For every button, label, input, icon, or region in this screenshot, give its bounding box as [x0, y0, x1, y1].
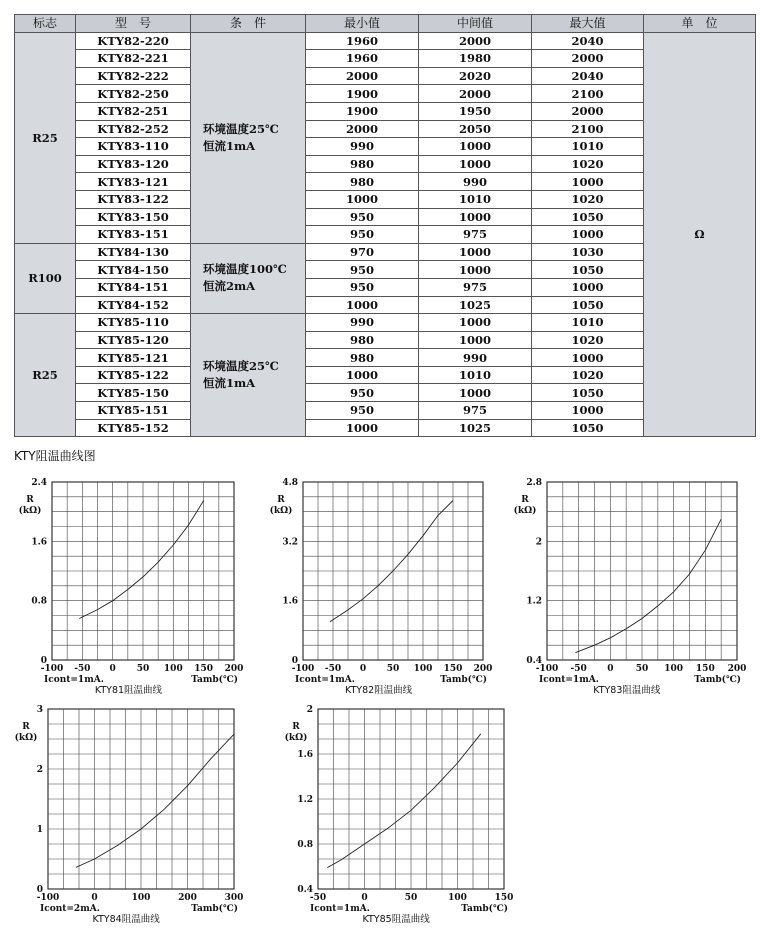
header-symbol: 标志	[15, 15, 76, 33]
x-tick-label: 100	[163, 664, 183, 674]
x-tick-label: 0	[91, 893, 98, 903]
min-cell: 970	[306, 243, 419, 261]
x-tick-label: 50	[386, 664, 400, 674]
model-cell: KTY84-150	[76, 261, 191, 279]
x-tick-label: -50	[309, 893, 327, 903]
max-cell: 2000	[532, 102, 644, 120]
model-cell: KTY82-221	[76, 50, 191, 68]
y-axis-label-line: (kΩ)	[18, 506, 42, 516]
typ-cell: 1000	[419, 384, 532, 402]
model-cell: KTY85-152	[76, 419, 191, 437]
y-axis-label-line: (kΩ)	[14, 733, 38, 743]
x-tick-label: -100	[36, 893, 60, 903]
x-axis-label: Tamb(℃)	[461, 904, 508, 914]
y-tick-label: 0.8	[297, 840, 313, 850]
min-cell: 2000	[306, 120, 419, 138]
table-row	[15, 32, 756, 50]
y-axis-label-line: R	[26, 495, 34, 505]
model-cell: KTY82-220	[76, 32, 191, 50]
header-max: 最大值	[532, 15, 644, 33]
x-axis-label: Tamb(℃)	[440, 675, 487, 685]
max-cell: 1050	[532, 419, 644, 437]
model-cell: KTY85-110	[76, 314, 191, 332]
current-note: Icont=1mA.	[295, 675, 355, 685]
y-tick-label: 0.4	[526, 656, 542, 666]
y-axis-label-line: (kΩ)	[269, 506, 293, 516]
y-tick-label: 1.2	[297, 795, 313, 805]
y-tick-label: 0.4	[297, 885, 313, 895]
typ-cell: 1950	[419, 102, 532, 120]
symbol-cell: R25	[15, 32, 76, 243]
min-cell: 1900	[306, 85, 419, 103]
min-cell: 980	[306, 173, 419, 191]
model-cell: KTY85-121	[76, 349, 191, 367]
x-tick-label: 200	[224, 664, 244, 674]
current-note: Icont=2mA.	[40, 904, 100, 914]
chart-kty83	[500, 470, 760, 705]
x-tick-label: 0	[361, 893, 368, 903]
typ-cell: 975	[419, 226, 532, 244]
max-cell: 1050	[532, 384, 644, 402]
condition-cell	[191, 32, 306, 243]
y-tick-label: 1	[36, 825, 43, 835]
typ-cell: 1000	[419, 155, 532, 173]
condition-line: 恒流1mA	[203, 138, 256, 153]
x-tick-label: 150	[443, 664, 463, 674]
model-cell: KTY83-151	[76, 226, 191, 244]
x-tick-label: -100	[291, 664, 315, 674]
y-tick-label: 2.8	[526, 478, 542, 488]
x-tick-label: -50	[570, 664, 587, 674]
max-cell: 1020	[532, 331, 644, 349]
min-cell: 950	[306, 278, 419, 296]
y-axis-label-line: R	[22, 722, 30, 732]
max-cell: 1020	[532, 190, 644, 208]
min-cell: 950	[306, 226, 419, 244]
chart-title: KTY85阻温曲线	[362, 914, 430, 925]
min-cell: 980	[306, 349, 419, 367]
min-cell: 950	[306, 208, 419, 226]
x-tick-label: 150	[494, 893, 514, 903]
min-cell: 1000	[306, 190, 419, 208]
y-axis-label	[19, 495, 42, 516]
typ-cell: 2020	[419, 67, 532, 85]
max-cell: 1050	[532, 261, 644, 279]
condition-cell	[191, 243, 306, 313]
y-tick-label: 1.6	[282, 596, 298, 607]
x-tick-label: 200	[473, 664, 493, 674]
y-tick-label: 2	[535, 537, 542, 548]
section-title: KTY阻温曲线图	[14, 449, 96, 463]
min-cell: 950	[306, 402, 419, 420]
table-header-row	[15, 15, 756, 33]
typ-cell: 2050	[419, 120, 532, 138]
x-tick-label: -50	[324, 664, 342, 674]
max-cell: 2100	[532, 85, 644, 103]
min-cell: 1960	[306, 50, 419, 68]
model-cell: KTY85-150	[76, 384, 191, 402]
model-cell: KTY85-120	[76, 331, 191, 349]
max-cell: 2100	[532, 120, 644, 138]
x-tick-label: -100	[40, 664, 64, 674]
min-cell: 990	[306, 138, 419, 156]
model-cell: KTY83-121	[76, 173, 191, 191]
max-cell: 1000	[532, 402, 644, 420]
condition-line: 恒流1mA	[203, 376, 256, 391]
chart-title: KTY81阻温曲线	[94, 685, 163, 696]
typ-cell: 1000	[419, 314, 532, 332]
x-axis-label: Tamb(℃)	[191, 904, 238, 914]
x-tick-label: 0	[607, 664, 614, 674]
condition-line: 恒流2mA	[203, 279, 256, 294]
spec-table-body	[15, 32, 756, 437]
typ-cell: 1000	[419, 138, 532, 156]
x-tick-label: 200	[727, 664, 747, 674]
model-cell: KTY84-152	[76, 296, 191, 314]
symbol-cell: R25	[15, 314, 76, 437]
chart-kty81	[0, 470, 260, 705]
y-tick-label: 0	[36, 885, 43, 895]
x-tick-label: 150	[194, 664, 214, 674]
model-cell: KTY85-151	[76, 402, 191, 420]
current-note: Icont=1mA.	[539, 675, 599, 685]
y-tick-label: 2.4	[31, 478, 47, 488]
max-cell: 2000	[532, 50, 644, 68]
x-axis-label: Tamb(℃)	[694, 675, 741, 685]
y-tick-label: 3	[36, 705, 43, 715]
typ-cell: 2000	[419, 85, 532, 103]
typ-cell: 975	[419, 402, 532, 420]
min-cell: 1000	[306, 366, 419, 384]
condition-line: 环境温度100℃	[203, 262, 287, 277]
y-tick-label: 1.6	[297, 750, 313, 760]
max-cell: 1010	[532, 314, 644, 332]
typ-cell: 1010	[419, 366, 532, 384]
max-cell: 1000	[532, 173, 644, 191]
header-condition: 条 件	[191, 15, 306, 33]
y-tick-label: 1.6	[31, 537, 47, 548]
x-tick-label: 150	[695, 664, 715, 674]
chart-title: KTY83阻温曲线	[593, 685, 661, 696]
min-cell: 1960	[306, 32, 419, 50]
model-cell: KTY82-252	[76, 120, 191, 138]
max-cell: 1050	[532, 296, 644, 314]
symbol-cell: R100	[15, 243, 76, 313]
typ-cell: 1025	[419, 296, 532, 314]
min-cell: 950	[306, 384, 419, 402]
spec-table	[14, 14, 756, 437]
header-typ: 中间值	[419, 15, 532, 33]
y-tick-label: 1.2	[526, 596, 542, 607]
current-note: Icont=1mA.	[44, 675, 104, 685]
y-axis-label-line: (kΩ)	[513, 506, 537, 516]
max-cell: 1010	[532, 138, 644, 156]
max-cell: 1020	[532, 155, 644, 173]
y-axis-label	[514, 495, 537, 516]
typ-cell: 1025	[419, 419, 532, 437]
y-tick-label: 0	[291, 656, 298, 666]
typ-cell: 975	[419, 278, 532, 296]
max-cell: 1050	[532, 208, 644, 226]
chart-title: KTY82阻温曲线	[345, 685, 413, 696]
model-cell: KTY83-110	[76, 138, 191, 156]
x-tick-label: 0	[359, 664, 367, 674]
chart-kty85	[258, 700, 518, 934]
header-model: 型 号	[76, 15, 191, 33]
x-tick-label: -100	[535, 664, 559, 674]
y-axis-label	[270, 495, 293, 516]
max-cell: 1000	[532, 349, 644, 367]
y-tick-label: 2	[36, 765, 43, 775]
y-tick-label: 3.2	[282, 537, 298, 548]
typ-cell: 1000	[419, 261, 532, 279]
chart-kty82	[248, 470, 508, 705]
model-cell: KTY85-122	[76, 366, 191, 384]
y-axis-label-line: R	[277, 495, 285, 505]
y-tick-label: 4.8	[282, 478, 298, 488]
chart-title: KTY84阻温曲线	[92, 914, 160, 925]
typ-cell: 1980	[419, 50, 532, 68]
x-axis-label: Tamb(℃)	[191, 675, 238, 685]
model-cell: KTY82-251	[76, 102, 191, 120]
header-unit: 单 位	[644, 15, 756, 33]
x-tick-label: 100	[664, 664, 684, 674]
y-tick-label: 2	[306, 705, 313, 715]
typ-cell: 2000	[419, 32, 532, 50]
min-cell: 990	[306, 314, 419, 332]
model-cell: KTY83-122	[76, 190, 191, 208]
min-cell: 980	[306, 155, 419, 173]
condition-line: 环境温度25℃	[203, 359, 279, 374]
typ-cell: 990	[419, 349, 532, 367]
y-axis-label-line: R	[292, 722, 300, 732]
y-tick-label: 0	[40, 656, 47, 666]
max-cell: 1020	[532, 366, 644, 384]
y-axis-label-line: R	[521, 495, 529, 505]
x-tick-label: 300	[224, 893, 244, 903]
header-min: 最小值	[306, 15, 419, 33]
model-cell: KTY83-150	[76, 208, 191, 226]
min-cell: 980	[306, 331, 419, 349]
max-cell: 2040	[532, 67, 644, 85]
x-tick-label: 50	[404, 893, 418, 903]
typ-cell: 1000	[419, 208, 532, 226]
x-tick-label: 100	[131, 893, 151, 903]
model-cell: KTY83-120	[76, 155, 191, 173]
chart-kty84	[0, 700, 260, 934]
typ-cell: 1000	[419, 243, 532, 261]
condition-cell	[191, 314, 306, 437]
x-tick-label: 100	[413, 664, 433, 674]
x-tick-label: -50	[74, 664, 91, 674]
min-cell: 1900	[306, 102, 419, 120]
max-cell: 1000	[532, 278, 644, 296]
y-tick-label: 0.8	[31, 596, 47, 607]
x-tick-label: 0	[109, 664, 116, 674]
model-cell: KTY82-222	[76, 67, 191, 85]
x-tick-label: 50	[635, 664, 649, 674]
typ-cell: 1000	[419, 331, 532, 349]
x-tick-label: 200	[178, 893, 197, 903]
condition-line: 环境温度25℃	[203, 121, 279, 136]
max-cell: 1000	[532, 226, 644, 244]
x-tick-label: 50	[136, 664, 150, 674]
typ-cell: 990	[419, 173, 532, 191]
model-cell: KTY82-250	[76, 85, 191, 103]
current-note: Icont=1mA.	[310, 904, 370, 914]
model-cell: KTY84-130	[76, 243, 191, 261]
unit-cell: Ω	[644, 32, 756, 437]
y-axis-label	[15, 722, 38, 743]
max-cell: 1030	[532, 243, 644, 261]
min-cell: 950	[306, 261, 419, 279]
min-cell: 1000	[306, 296, 419, 314]
min-cell: 1000	[306, 419, 419, 437]
min-cell: 2000	[306, 67, 419, 85]
model-cell: KTY84-151	[76, 278, 191, 296]
y-axis-label	[285, 722, 308, 743]
max-cell: 2040	[532, 32, 644, 50]
y-axis-label-line: (kΩ)	[284, 733, 308, 743]
typ-cell: 1010	[419, 190, 532, 208]
x-tick-label: 100	[448, 893, 467, 903]
